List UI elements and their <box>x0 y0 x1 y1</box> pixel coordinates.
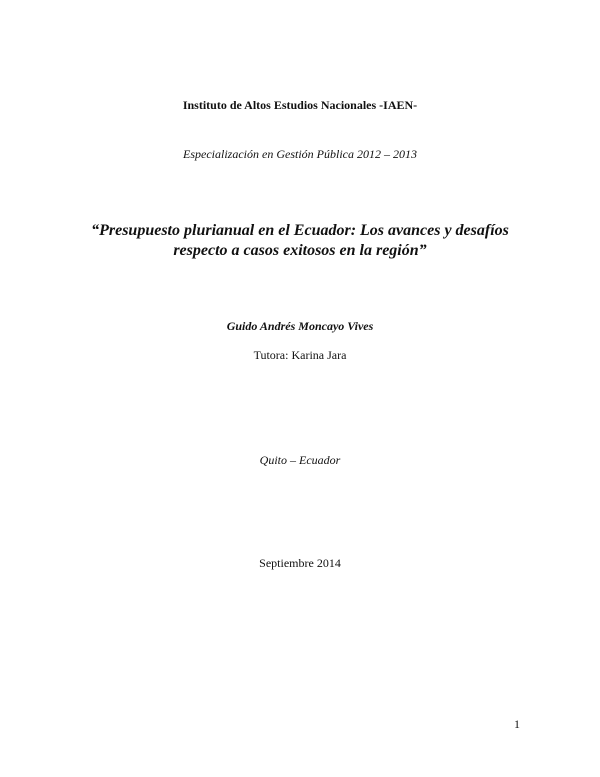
program-name: Especialización en Gestión Pública 2012 – 2013 <box>183 147 417 161</box>
author-name: Guido Andrés Moncayo Vives <box>226 319 374 333</box>
thesis-title-line-2: respecto a casos exitosos en la región” <box>173 242 427 259</box>
location: Quito – Ecuador <box>259 453 341 467</box>
tutor-name: Tutora: Karina Jara <box>253 348 347 362</box>
publication-date: Septiembre 2014 <box>259 556 341 570</box>
page-number: 1 <box>514 717 520 731</box>
thesis-title-line-1: “Presupuesto plurianual en el Ecuador: Los avances y desafíos <box>91 222 509 239</box>
thesis-title <box>0 221 600 261</box>
institution-name: Instituto de Altos Estudios Nacionales -IAEN- <box>182 98 418 112</box>
